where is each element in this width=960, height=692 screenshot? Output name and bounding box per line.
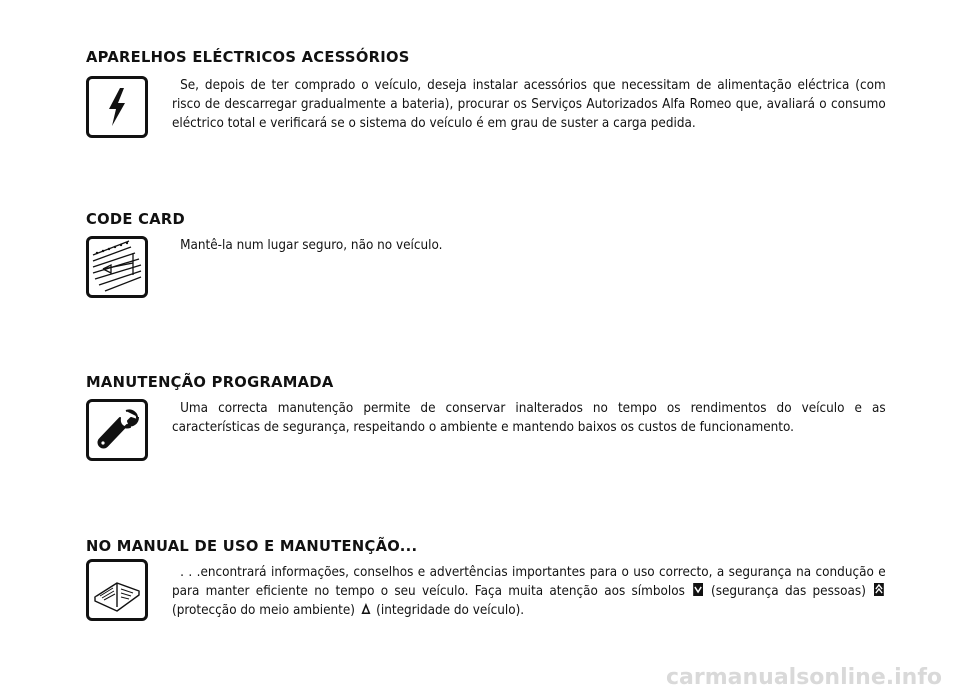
- safety-symbol-icon: [693, 583, 703, 596]
- environment-symbol-icon: [874, 583, 884, 596]
- section-manual: [86, 537, 886, 618]
- section-text-part: (integridade do veículo).: [376, 603, 525, 618]
- section-heading: APARELHOS ELÉCTRICOS ACESSÓRIOS: [86, 48, 410, 66]
- section-heading: CODE CARD: [86, 210, 185, 228]
- watermark: carmanualsonline.info: [666, 665, 942, 690]
- open-book-icon: [86, 559, 148, 621]
- wrench-icon: [86, 399, 148, 461]
- section-text: Mantê-la num lugar seguro, não no veículo.: [180, 238, 443, 253]
- vehicle-integrity-symbol-icon: [361, 602, 371, 615]
- section-text: Uma correcta manutenção permite de conservar inalterados no tempo os rendimentos do veículo e as características de segurança, respeitando o ambiente e mantendo baixos os custos de funcionamento.: [172, 401, 886, 435]
- section-heading: MANUTENÇÃO PROGRAMADA: [86, 373, 334, 391]
- section-scheduled-maintenance: [86, 373, 886, 435]
- section-text: [172, 563, 886, 620]
- code-card-icon: [86, 236, 148, 298]
- section-text-part: (protecção do meio ambiente): [172, 603, 355, 618]
- section-text: Se, depois de ter comprado o veículo, deseja instalar acessórios que necessitam de alimentação eléctrica (com risco de descarregar gradualmente a bateria), procurar os Serviços Autorizados Alfa Romeo que, avaliará o consumo eléctrico total e verificará se o sistema do veículo é em grau de suster a carga pedida.: [172, 78, 886, 131]
- section-text-part: . . .encontrará informações, conselhos e advertências importantes para o uso correcto, a segurança na condução e para manter eficiente no tempo o seu veículo. Faça muita atenção aos símbolos: [172, 565, 886, 599]
- section-electrical-accessories: [86, 48, 886, 131]
- lightning-icon: [86, 76, 148, 138]
- section-code-card: [86, 210, 886, 253]
- section-heading: NO MANUAL DE USO E MANUTENÇÃO...: [86, 537, 418, 555]
- section-text-part: (segurança das pessoas): [710, 584, 866, 599]
